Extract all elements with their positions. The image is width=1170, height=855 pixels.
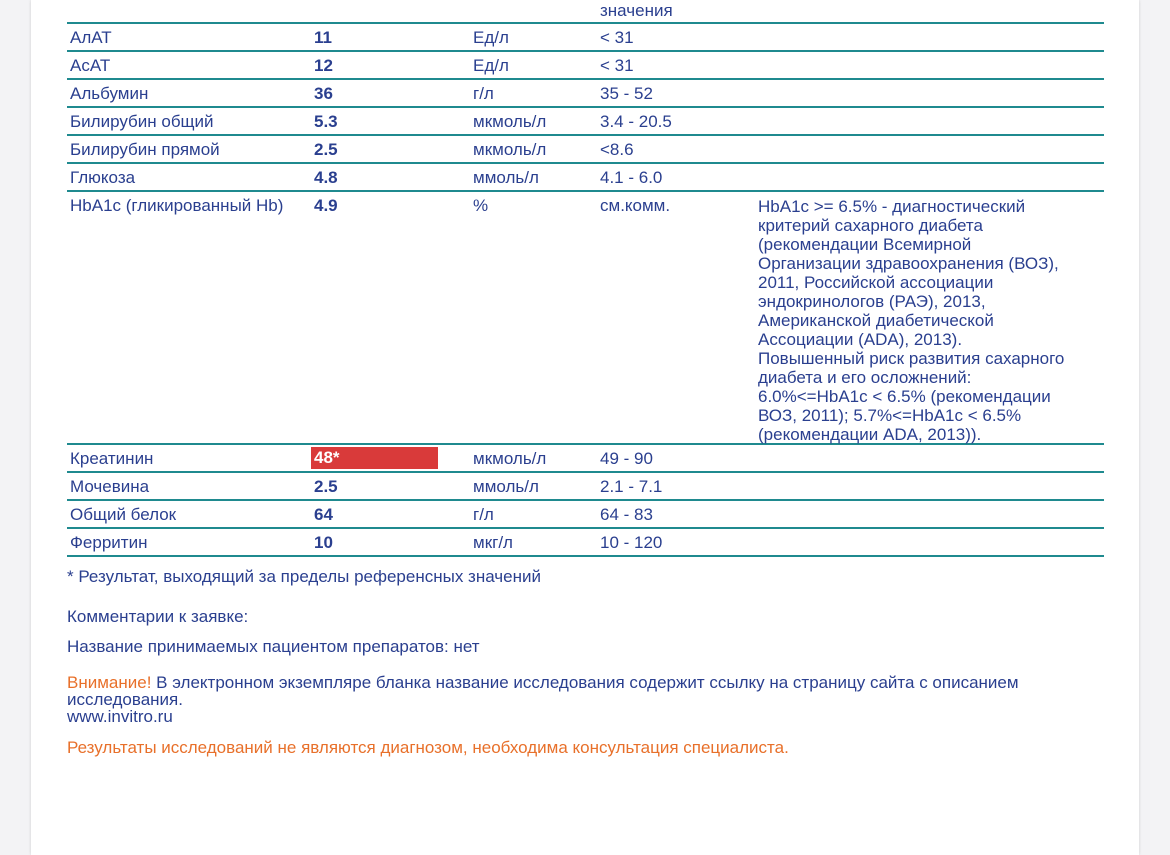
test-name: Альбумин bbox=[70, 84, 149, 103]
attention-label: Внимание! bbox=[67, 673, 152, 692]
test-name: Общий белок bbox=[70, 505, 177, 524]
table-row bbox=[67, 501, 1104, 529]
test-result: 2.5 bbox=[314, 140, 338, 159]
test-result: 2.5 bbox=[314, 477, 338, 496]
test-unit: г/л bbox=[473, 84, 494, 103]
test-unit: г/л bbox=[473, 505, 494, 524]
table-row bbox=[67, 136, 1104, 164]
test-name: Мочевина bbox=[70, 477, 150, 496]
test-unit: мкг/л bbox=[473, 533, 513, 552]
test-result: 4.8 bbox=[314, 168, 338, 187]
test-reference: <8.6 bbox=[600, 140, 634, 159]
test-result: 12 bbox=[314, 56, 333, 75]
test-result: 36 bbox=[314, 84, 333, 103]
test-reference: 2.1 - 7.1 bbox=[600, 477, 663, 496]
comments-title: Комментарии к заявке: bbox=[67, 607, 249, 626]
test-unit: Ед/л bbox=[473, 56, 509, 75]
test-result: 64 bbox=[314, 505, 333, 524]
test-name: Ферритин bbox=[70, 533, 148, 552]
test-reference: 4.1 - 6.0 bbox=[600, 168, 663, 187]
table-row bbox=[67, 164, 1104, 192]
test-result: 11 bbox=[314, 28, 332, 47]
test-name: АсАТ bbox=[70, 56, 111, 75]
test-name: Билирубин прямой bbox=[70, 140, 220, 159]
test-name: Креатинин bbox=[70, 449, 154, 468]
table-row bbox=[67, 529, 1104, 557]
test-reference: 3.4 - 20.5 bbox=[600, 112, 672, 131]
test-result: 10 bbox=[314, 533, 333, 552]
medications-note: Название принимаемых пациентом препаратов: нет bbox=[67, 637, 480, 656]
test-reference: 10 - 120 bbox=[600, 533, 663, 552]
attention-note bbox=[67, 674, 1107, 708]
table-row bbox=[67, 52, 1104, 80]
test-name: Глюкоза bbox=[70, 168, 136, 187]
test-reference: 64 - 83 bbox=[600, 505, 653, 524]
test-name: АлАТ bbox=[70, 28, 112, 47]
ref-header-fragment: значения bbox=[600, 1, 673, 20]
attention-text: В электронном экземпляре бланка название исследования содержит ссылку на страницу сайта с описанием исследования. bbox=[67, 673, 1019, 709]
table-row bbox=[67, 80, 1104, 108]
test-unit: ммоль/л bbox=[473, 477, 539, 496]
test-result: 5.3 bbox=[314, 112, 338, 131]
flagged-result: 48* bbox=[311, 447, 438, 469]
table-row bbox=[67, 192, 1104, 445]
table-row bbox=[67, 108, 1104, 136]
test-reference: 49 - 90 bbox=[600, 449, 653, 468]
test-reference: < 31 bbox=[600, 28, 634, 47]
test-reference: < 31 bbox=[600, 56, 634, 75]
test-name: HbA1c (гликированный Hb) bbox=[70, 196, 284, 215]
test-unit: мкмоль/л bbox=[473, 140, 547, 159]
lab-report-page bbox=[31, 0, 1139, 855]
disclaimer: Результаты исследований не являются диагнозом, необходима консультация специалиста. bbox=[67, 738, 789, 757]
test-unit: Ед/л bbox=[473, 28, 509, 47]
table-row bbox=[67, 445, 1104, 473]
test-reference: 35 - 52 bbox=[600, 84, 653, 103]
test-unit: мкмоль/л bbox=[473, 449, 547, 468]
test-comment: HbA1c >= 6.5% - диагностический критерий сахарного диабета (рекомендации Всемирной Организации здравоохранения (ВОЗ), 2011, Российской ассоциации эндокринологов (РАЭ), 2013, Американской диабетической Ассоциации (ADA), 2013). Повышенный риск развития сахарного диабета и его осложнений: 6.0%<=HbA1c < 6.5% (рекомендации ВОЗ, 2011); 5.7%<=HbA1c < 6.5% (рекомендации ADA, 2013)). bbox=[758, 197, 1065, 444]
website-link[interactable]: www.invitro.ru bbox=[67, 707, 173, 726]
test-name: Билирубин общий bbox=[70, 112, 214, 131]
test-unit: мкмоль/л bbox=[473, 112, 547, 131]
test-unit: ммоль/л bbox=[473, 168, 539, 187]
test-unit: % bbox=[473, 196, 489, 215]
test-reference: см.комм. bbox=[600, 196, 671, 215]
table-row bbox=[67, 24, 1104, 52]
footnote: * Результат, выходящий за пределы референсных значений bbox=[67, 567, 541, 586]
test-result: 4.9 bbox=[314, 196, 338, 215]
table-row bbox=[67, 473, 1104, 501]
